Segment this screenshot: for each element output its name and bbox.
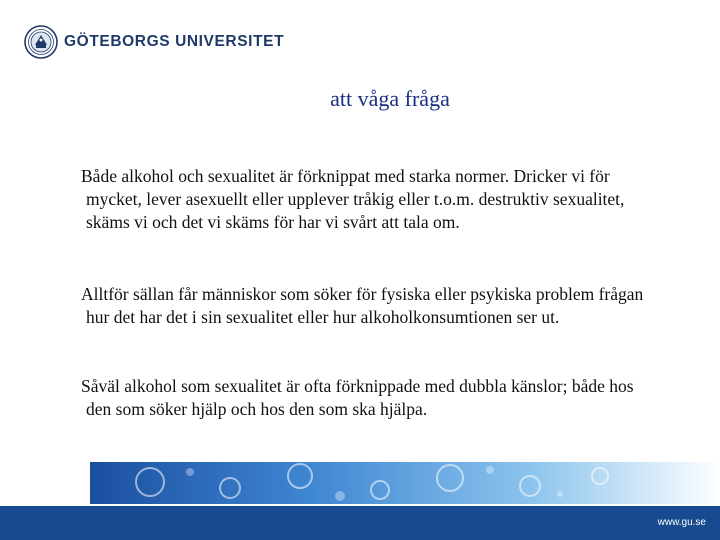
decorative-banner-image bbox=[90, 462, 720, 504]
university-seal-icon bbox=[24, 25, 58, 59]
slide-title: att våga fråga bbox=[330, 86, 450, 111]
paragraph-1: Både alkohol och sexualitet är förknippat med starka normer. Dricker vi för mycket, lever asexuellt eller upplever tråkig eller t.o.m. destruktiv sexualitet, skäms vi och det vi skäms för har vi svårt att tala om. bbox=[81, 166, 625, 232]
university-header bbox=[24, 22, 284, 62]
university-name: GÖTEBORGS UNIVERSITET bbox=[64, 33, 285, 50]
paragraph-3: Såväl alkohol som sexualitet är ofta förknippade med dubbla känslor; både hos den som söker hjälp och hos den som ska hjälpa. bbox=[81, 376, 634, 419]
paragraph-2: Alltför sällan får människor som söker för fysiska eller psykiska problem frågan hur det har det i sin sexualitet eller hur alkoholkonsumtionen ser ut. bbox=[81, 284, 644, 327]
footer-url[interactable]: www.gu.se bbox=[657, 517, 706, 528]
footer-bar bbox=[0, 506, 720, 540]
